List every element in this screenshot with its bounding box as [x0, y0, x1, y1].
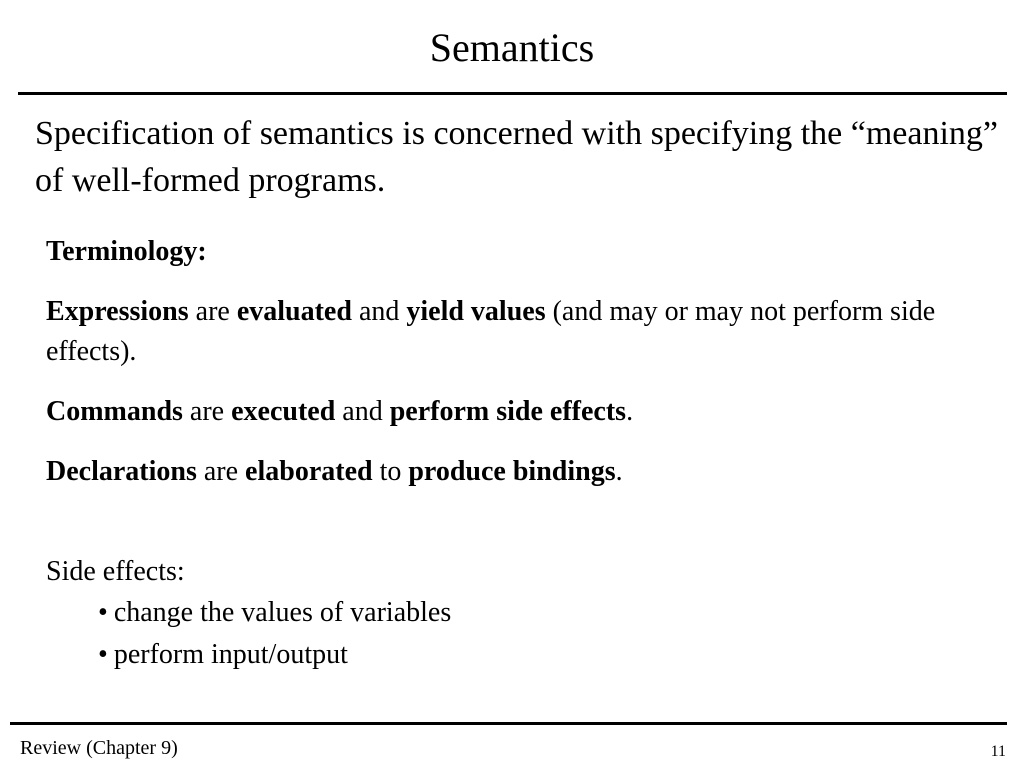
expressions-definition	[46, 292, 986, 372]
list-item	[98, 592, 986, 634]
page-number: 11	[990, 743, 1006, 760]
side-effects-list	[46, 592, 986, 676]
expressions-connector-1: are	[188, 296, 237, 327]
declarations-connector-1: are	[196, 456, 246, 487]
declarations-connector-2: to	[372, 456, 409, 487]
terminology-section	[46, 232, 986, 676]
commands-term: Commands	[46, 396, 183, 427]
bullet-icon: •	[98, 597, 108, 628]
terminology-heading: Terminology:	[46, 236, 207, 267]
bullet-icon: •	[98, 639, 108, 670]
side-effects-label: Side effects:	[46, 556, 185, 587]
declarations-verb: elaborated	[245, 456, 373, 487]
declarations-definition	[46, 452, 986, 492]
expressions-verb: evaluated	[236, 296, 352, 327]
footer-chapter-label: Review (Chapter 9)	[20, 737, 178, 759]
expressions-result: yield values	[406, 296, 546, 327]
list-item-text: perform input/output	[113, 639, 348, 670]
declarations-term: Declarations	[46, 456, 197, 487]
commands-tail: .	[626, 396, 634, 427]
commands-verb: executed	[231, 396, 336, 427]
footer-divider	[10, 722, 1007, 725]
expressions-term: Expressions	[46, 296, 189, 327]
list-item	[98, 634, 986, 676]
commands-definition	[46, 392, 986, 432]
intro-paragraph: Specification of semantics is concerned with specifying the “meaning” of well-formed programs.	[35, 115, 999, 199]
expressions-connector-2: and	[351, 296, 407, 327]
declarations-result: produce bindings	[408, 456, 616, 487]
title-divider	[18, 92, 1007, 95]
slide-title: Semantics	[429, 25, 595, 70]
list-item-text: change the values of variables	[113, 597, 452, 628]
commands-result: perform side effects	[389, 396, 627, 427]
commands-connector-2: and	[335, 396, 390, 427]
commands-connector-1: are	[182, 396, 232, 427]
declarations-tail: .	[615, 456, 623, 487]
expressions-tail: (and may or may not perform side effects).	[46, 296, 936, 367]
